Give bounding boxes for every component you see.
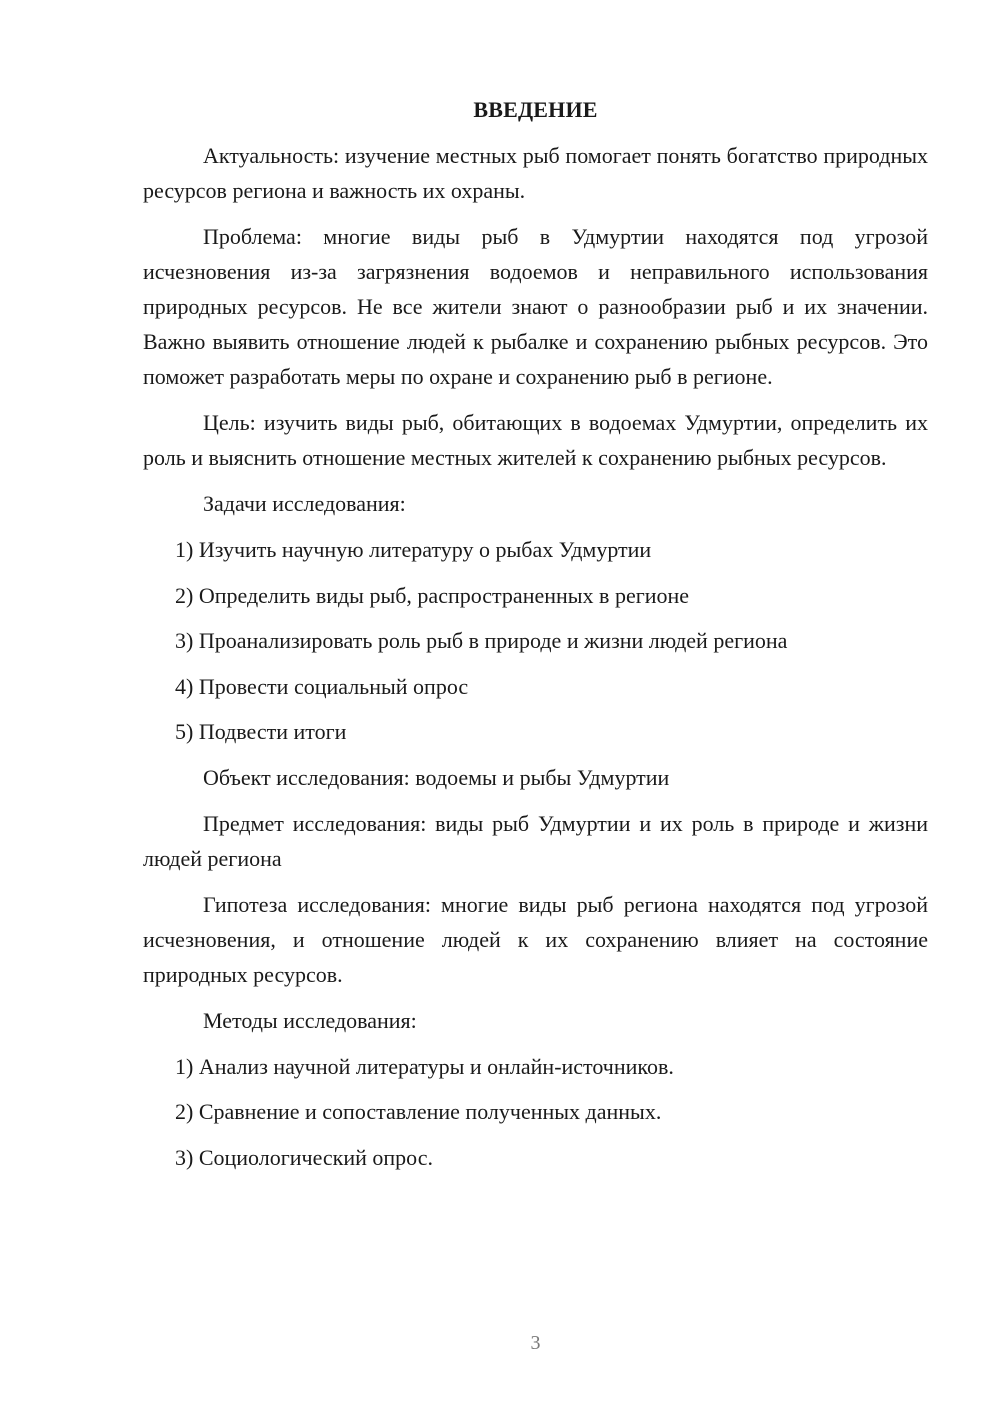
list-item: 3) Проанализировать роль рыб в природе и жизни людей региона bbox=[175, 628, 788, 653]
page-title: ВВЕДЕНИЕ bbox=[473, 97, 598, 122]
methods-list bbox=[143, 1049, 928, 1175]
list-item: 2) Определить виды рыб, распространенных в регионе bbox=[175, 582, 690, 608]
methods-heading: Методы исследования: bbox=[203, 1007, 417, 1033]
object-paragraph: Объект исследования: водоемы и рыбы Удмуртии bbox=[203, 764, 670, 790]
list-item: 2) Сравнение и сопоставление полученных данных. bbox=[175, 1099, 662, 1124]
list-item: 4) Провести социальный опрос bbox=[175, 673, 469, 699]
goal-paragraph: Цель: изучить виды рыб, обитающих в водоемах Удмуртии, определить их роль и выяснить отношение местных жителей к сохранению рыбных ресурсов. bbox=[143, 410, 928, 470]
list-item: 1) Изучить научную литературу о рыбах Удмуртии bbox=[175, 537, 652, 562]
relevance-paragraph: Актуальность: изучение местных рыб помогает понять богатство природных ресурсов региона и важность их охраны. bbox=[143, 143, 928, 203]
tasks-heading: Задачи исследования: bbox=[203, 491, 406, 516]
list-item: 1) Анализ научной литературы и онлайн-источников. bbox=[175, 1053, 674, 1079]
page-number: 3 bbox=[530, 1332, 541, 1354]
subject-paragraph: Предмет исследования: виды рыб Удмуртии и их роль в природе и жизни людей региона bbox=[143, 810, 928, 871]
tasks-list bbox=[143, 532, 928, 749]
problem-paragraph: Проблема: многие виды рыб в Удмуртии находятся под угрозой исчезновения из-за загрязнения водоемов и неправильного использования природных ресурсов. Не все жители знают о разнообразии рыб и их значении. Важно выявить отношение людей к рыбалке и сохранению рыбных ресурсов. Это поможет разработать меры по охране и сохранению рыб в регионе. bbox=[143, 224, 928, 389]
hypothesis-paragraph: Гипотеза исследования: многие виды рыб региона находятся под угрозой исчезновения, и отношение людей к их сохранению влияет на состояние природных ресурсов. bbox=[143, 891, 928, 987]
list-item: 5) Подвести итоги bbox=[175, 719, 347, 744]
list-item: 3) Социологический опрос. bbox=[175, 1144, 433, 1170]
document-page bbox=[143, 92, 928, 1185]
